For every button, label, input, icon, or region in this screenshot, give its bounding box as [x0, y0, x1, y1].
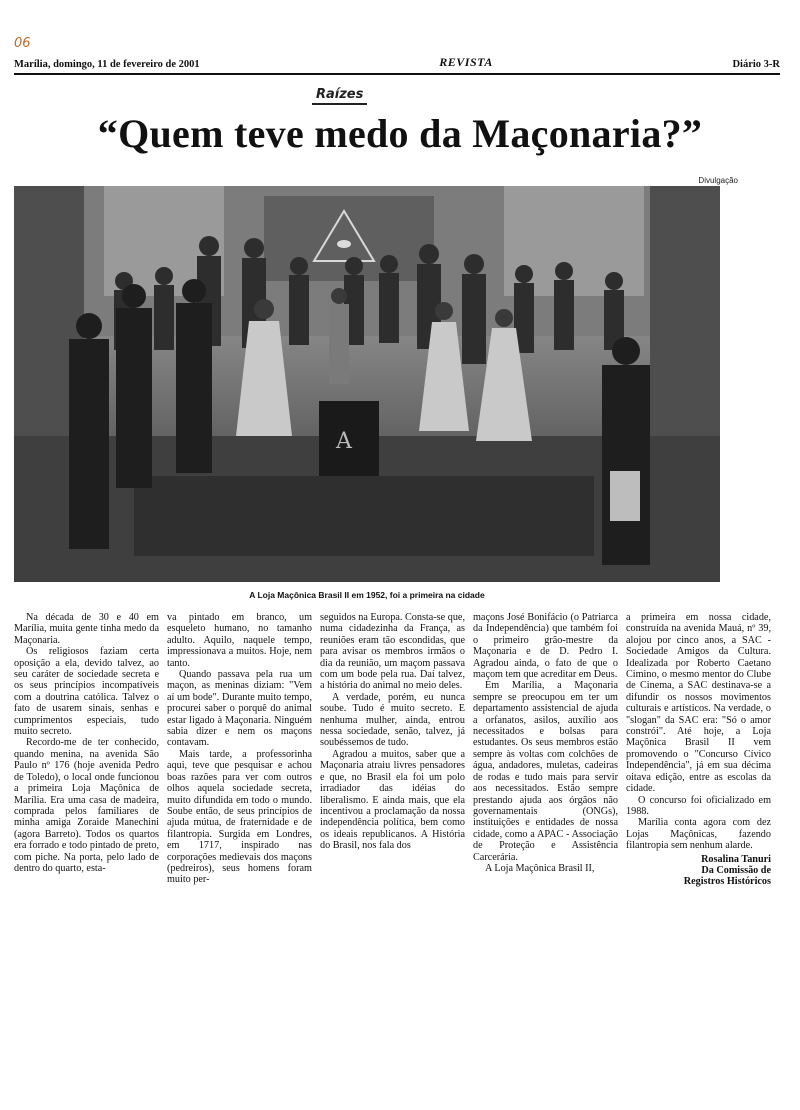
paragraph: Os religiosos faziam certa oposição a ela, devido talvez, ao seu caráter de sociedade secreta e os seus princípios incompatíveis com a doutrina católica. Talvez o fato de usarem sinais, senhas e cumprimentos especiais, tudo muito secreto.: [14, 646, 159, 738]
paragraph: A verdade, porém, eu nunca soube. Tudo é muito secreto. E nenhuma mulher, ainda, entrou nessa sociedade, senão, talvez, já soubéssemos de tudo.: [320, 691, 465, 749]
paragraph: O concurso foi oficializado em 1988.: [626, 794, 771, 817]
author-affiliation-line1: Da Comissão de: [701, 864, 771, 876]
page-mark: 06: [14, 36, 31, 51]
paragraph: Na década de 30 e 40 em Marília, muita gente tinha medo da Maçonaria.: [14, 612, 159, 646]
header-page: Diário 3-R: [732, 59, 780, 70]
paragraph: Em Marília, a Maçonaria sempre se preocupou em ter um departamento assistencial de ajuda a orfanatos, asilos, auxílio aos necessitados e bolsas para estudantes. Os seus membros estão sempre às voltas com colchões de água, andadores, muletas, cadeiras de rodas e tudo mais para servir aos necessitados. Estão sempre prestando ajuda aos órgãos não governamentais (ONGs), instituições e entidades de nossa cidade, como a APAC - Associação de Proteção e Assistência Carcerária.: [473, 680, 618, 863]
paragraph: Agradou a muitos, saber que a Maçonaria atraiu livres pensadores e que, no Brasil ela foi um polo irradiador das idéias do liberalismo. E ainda mais, que ela incentivou a proclamação da nossa independência política, bem como os ideais republicanos. A História do Brasil, nos fala dos: [320, 748, 465, 852]
paragraph: a primeira em nossa cidade, construída na avenida Mauá, nº 39, alojou por cinco anos, a SAC - Sociedade Amigos da Cultura. Idealizada por Roberto Caetano Cimino, o mesmo mentor do Clube de Cinema, a SAC destinava-se a difundir os nossos movimentos culturais e artísticos. Na verdade, o "slogan" da SAC era: "Só o amor constrói". Até hoje, a Loja Maçônica Brasil II vem promovendo o "Concurso Cívico Independência", já em sua décima oitava edição, entre as escolas da cidade.: [626, 612, 771, 795]
photo-credit: Divulgação: [698, 176, 738, 185]
author-affiliation-line2: Registros Históricos: [683, 876, 771, 888]
page-header: [14, 55, 780, 75]
group-photo-illustration: [14, 186, 720, 582]
svg-text:A: A: [336, 429, 352, 454]
group-photo: [14, 186, 720, 582]
section-kicker: Raízes: [312, 87, 367, 105]
paragraph: Marília conta agora com dez Lojas Maçônicas, fazendo filantropia sem nenhum alarde.: [626, 817, 771, 852]
paragraph: maçons José Bonifácio (o Patriarca da Independência) que também foi o primeiro grão-mestre da Maçonaria e de D. Pedro I. Agradou ainda, o fato de que o maçom tem que acreditar em Deus.: [473, 612, 618, 681]
paragraph: Mais tarde, a professorinha aqui, teve que pesquisar e achou boas razões para ver com outros olhos aquela sociedade secreta, muito difundida em todo o mundo. Soube então, de seus princípios de ajuda mútua, de fraternidade e de filantropia. Surgida em Londres, em 1717, inspirado nas corporações medievais dos maçons (pedreiros), seus homens foram muito per-: [167, 748, 312, 886]
paragraph: Quando passava pela rua um maçon, as meninas diziam: "Vem aí um bode". Durante muito tempo, procurei saber o porquê do animal estar ligado à Maçonaria. Ninguém sabia dizer e nem os maçons contavam.: [167, 669, 312, 749]
article-column-5: [626, 612, 771, 1092]
headline: “Quem teve medo da Maçonaria?”: [97, 111, 703, 156]
article-column-2: [167, 612, 312, 1092]
author-name: Rosalina Tanuri: [701, 853, 771, 865]
paragraph: va pintado em branco, um esqueleto humano, no tamanho adulto. Aquilo, naquele tempo, impressionava a muitos. Hoje, nem tanto.: [167, 612, 312, 669]
paragraph: seguidos na Europa. Consta-se que, numa cidadezinha da França, as reuniões eram tão escondidas, que para avisar os membros irmãos o dia da reunião, um maçom passava com um bode pela rua. Daí talvez, a história do animal no meio deles.: [320, 612, 465, 692]
article-column-4: [473, 612, 618, 1092]
header-date: Marília, domingo, 11 de fevereiro de 2001: [14, 59, 200, 70]
header-section: REVISTA: [439, 55, 493, 69]
paragraph: A Loja Maçônica Brasil II,: [485, 862, 595, 874]
article-column-3: [320, 612, 465, 1092]
article-body: [14, 612, 774, 1092]
article-column-1: [14, 612, 159, 1092]
paragraph: Recordo-me de ter conhecido, quando menina, na avenida São Paulo nº 176 (hoje avenida Pedro de Toledo), o local onde funcionou a primeira Loja Maçônica de Marília. Era uma casa de madeira, comprada pelos familiares de minha amiga Zoraide Manechini (agora Barreto). Todos os quartos era forrado e todo pintado de preto, com piche. Na porta, pelo lado de dentro do quarto, esta-: [14, 737, 159, 874]
photo-caption: A Loja Maçônica Brasil II em 1952, foi a primeira na cidade: [249, 590, 485, 600]
author-signature: [626, 854, 771, 888]
